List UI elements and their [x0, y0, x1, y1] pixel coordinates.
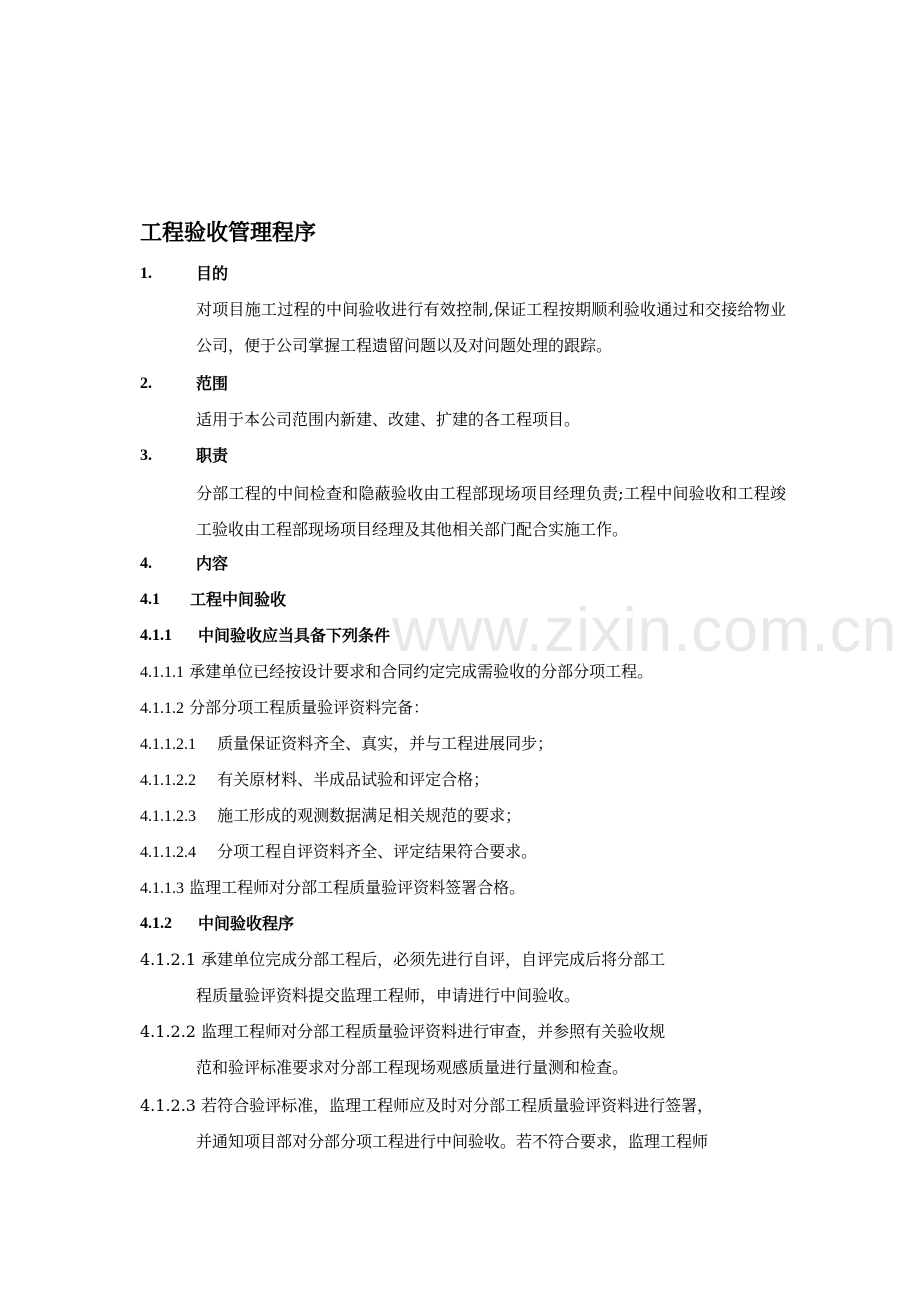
section-number: 1. [140, 265, 152, 282]
item-number: 4.1.1.3 [140, 880, 184, 897]
list-item [140, 768, 489, 793]
list-item [140, 1088, 788, 1160]
section-title: 职责 [196, 446, 229, 465]
list-item [140, 876, 525, 901]
item-number: 4.1.1.2.2 [140, 772, 196, 789]
section-title: 中间验收程序 [198, 914, 295, 933]
item-number: 4.1.2.2 [140, 1022, 196, 1041]
item-text: 监理工程师对分部工程质量验评资料签署合格。 [189, 878, 526, 897]
section-number: 2. [140, 375, 152, 392]
section-number: 3. [140, 447, 152, 464]
section-number: 4.1.2 [140, 915, 172, 932]
section-title: 范围 [196, 374, 229, 393]
item-number: 4.1.1.2.1 [140, 736, 196, 753]
section-body-purpose: 对项目施工过程的中间验收进行有效控制,保证工程按期顺利验收通过和交接给物业公司，便于公司掌握工程遗留问题以及对问题处理的跟踪。 [196, 300, 786, 355]
item-text: 施工形成的观测数据满足相关规范的要求； [217, 806, 522, 825]
item-number: 4.1.1.2 [140, 700, 184, 717]
list-item [140, 696, 429, 721]
list-item [140, 660, 653, 685]
section-number: 4.1.1 [140, 627, 172, 644]
item-text: 承建单位完成分部工程后，必须先进行自评，自评完成后将分部工 [201, 950, 666, 969]
list-item [140, 804, 521, 829]
item-text-continued: 并通知项目部对分部分项工程进行中间验收。若不符合要求，监理工程师 [196, 1132, 709, 1151]
item-text-continued: 范和验评标准要求对分部工程现场观感质量进行量测和检查。 [196, 1058, 629, 1077]
document-title: 工程验收管理程序 [140, 221, 317, 246]
item-number: 4.1.1.2.3 [140, 808, 196, 825]
section-body-scope: 适用于本公司范围内新建、改建、扩建的各工程项目。 [196, 410, 581, 429]
item-text: 分项工程自评资料齐全、评定结果符合要求。 [217, 842, 538, 861]
item-text: 承建单位已经按设计要求和合同约定完成需验收的分部分项工程。 [189, 662, 654, 681]
section-number: 4.1 [140, 591, 160, 608]
list-item [140, 840, 537, 865]
section-title: 目的 [196, 264, 229, 283]
item-number: 4.1.1.1 [140, 664, 184, 681]
item-text: 分部分项工程质量验评资料完备： [189, 698, 430, 717]
item-number: 4.1.1.2.4 [140, 844, 196, 861]
watermark: www.zixin.com.cn [392, 596, 898, 665]
item-number: 4.1.2.1 [140, 950, 196, 969]
list-item [140, 1014, 788, 1086]
item-text: 监理工程师对分部工程质量验评资料进行审查，并参照有关验收规 [201, 1022, 666, 1041]
list-item [140, 732, 553, 757]
section-number: 4. [140, 555, 152, 572]
item-text-continued: 程质量验评资料提交监理工程师，申请进行中间验收。 [196, 986, 581, 1005]
list-item [140, 942, 788, 1014]
section-title: 工程中间验收 [190, 590, 287, 609]
item-text: 有关原材料、半成品试验和评定合格； [217, 770, 490, 789]
section-title: 中间验收应当具备下列条件 [198, 626, 391, 645]
item-text: 质量保证资料齐全、真实，并与工程进展同步； [217, 734, 554, 753]
section-title: 内容 [196, 554, 229, 573]
item-number: 4.1.2.3 [140, 1096, 196, 1115]
section-body-responsibility: 分部工程的中间检查和隐蔽验收由工程部现场项目经理负责;工程中间验收和工程竣工验收由工程部现场项目经理及其他相关部门配合实施工作。 [196, 484, 786, 539]
item-text: 若符合验评标准，监理工程师应及时对分部工程质量验评资料进行签署， [201, 1096, 714, 1115]
